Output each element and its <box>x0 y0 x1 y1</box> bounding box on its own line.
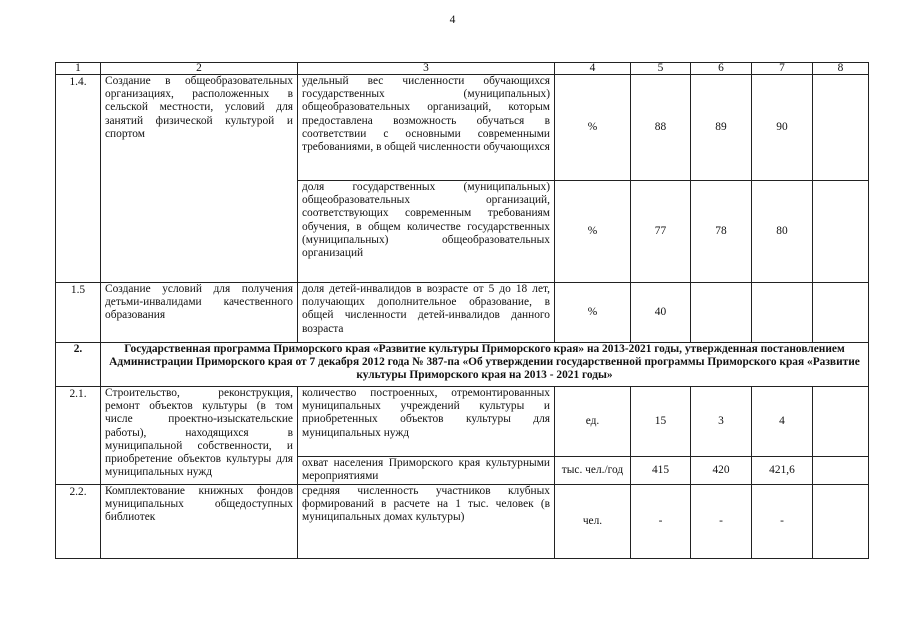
unit-cell: чел. <box>555 485 631 559</box>
header-cell: 4 <box>555 63 631 75</box>
value-cell: - <box>691 485 752 559</box>
header-cell: 3 <box>298 63 555 75</box>
value-cell: 40 <box>631 283 691 343</box>
indicator-text: удельный вес численности обучающихся государственных (муниципальных) общеобразовательных организаций, которым предоставлена возможность обучаться в соответствии с основными современными требованиями, в общей численности обучающихся <box>298 75 555 181</box>
section-row <box>56 343 869 387</box>
indicator-text: доля детей-инвалидов в возрасте от 5 до 18 лет, получающих дополнительное образование, в общей численности детей-инвалидов данного возраста <box>298 283 555 343</box>
table-row <box>56 283 869 343</box>
value-cell: 15 <box>631 387 691 457</box>
unit-cell: ед. <box>555 387 631 457</box>
value-cell: 421,6 <box>752 457 813 485</box>
value-cell: 88 <box>631 75 691 181</box>
value-cell <box>813 485 869 559</box>
indicator-text: количество построенных, отремонтированных муниципальных учреждений культуры и приобретенных объектов культуры для муниципальных нужд <box>298 387 555 457</box>
value-cell <box>813 283 869 343</box>
activity-name: Создание условий для получения детьми-инвалидами качественного образования <box>101 283 298 343</box>
value-cell: 89 <box>691 75 752 181</box>
table-row <box>56 75 869 181</box>
row-number: 1.5 <box>56 283 101 343</box>
value-cell: 77 <box>631 181 691 283</box>
table-row <box>56 485 869 559</box>
section-title: Государственная программа Приморского края «Развитие культуры Приморского края» на 2013-2021 годы, утвержденная постановлением Администрации Приморского края от 7 декабря 2012 года № 387-па «Об утверждении государственной программы Приморского края «Развитие культуры Приморского края на 2013 - 2021 годы» <box>101 343 869 387</box>
value-cell: 420 <box>691 457 752 485</box>
row-number: 2.1. <box>56 387 101 485</box>
value-cell: 78 <box>691 181 752 283</box>
header-cell: 6 <box>691 63 752 75</box>
indicator-text: доля государственных (муниципальных) общеобразовательных организаций, соответствующих современным требованиям обучения, в общем количестве государственных (муниципальных) общеобразовательных организаций <box>298 181 555 283</box>
header-cell: 1 <box>56 63 101 75</box>
value-cell <box>813 75 869 181</box>
value-cell: 80 <box>752 181 813 283</box>
unit-cell: % <box>555 283 631 343</box>
unit-cell: тыс. чел./год <box>555 457 631 485</box>
activity-name: Строительство, реконструкция, ремонт объектов культуры (в том числе проектно-изыскательские работы), находящихся в муниципальной собственности, и приобретение объектов культуры для муниципальных нужд <box>101 387 298 485</box>
value-cell <box>813 181 869 283</box>
value-cell: 90 <box>752 75 813 181</box>
row-number: 1.4. <box>56 75 101 283</box>
table-row <box>56 387 869 457</box>
indicator-text: охват населения Приморского края культурными мероприятиями <box>298 457 555 485</box>
value-cell: - <box>752 485 813 559</box>
value-cell <box>691 283 752 343</box>
header-cell: 8 <box>813 63 869 75</box>
value-cell <box>752 283 813 343</box>
value-cell <box>813 387 869 457</box>
header-cell: 7 <box>752 63 813 75</box>
unit-cell: % <box>555 75 631 181</box>
activity-name: Комплектование книжных фондов муниципальных общедоступных библиотек <box>101 485 298 559</box>
header-cell: 5 <box>631 63 691 75</box>
header-cell: 2 <box>101 63 298 75</box>
section-number: 2. <box>56 343 101 387</box>
row-number: 2.2. <box>56 485 101 559</box>
value-cell: 415 <box>631 457 691 485</box>
value-cell <box>813 457 869 485</box>
indicator-text: средняя численность участников клубных формирований в расчете на 1 тыс. человек (в муниципальных домах культуры) <box>298 485 555 559</box>
activity-name: Создание в общеобразовательных организациях, расположенных в сельской местности, условий для занятий физической культурой и спортом <box>101 75 298 283</box>
header-row <box>56 63 869 75</box>
value-cell: 4 <box>752 387 813 457</box>
unit-cell: % <box>555 181 631 283</box>
page-number: 4 <box>449 14 456 26</box>
value-cell: - <box>631 485 691 559</box>
indicators-table <box>55 62 869 559</box>
value-cell: 3 <box>691 387 752 457</box>
